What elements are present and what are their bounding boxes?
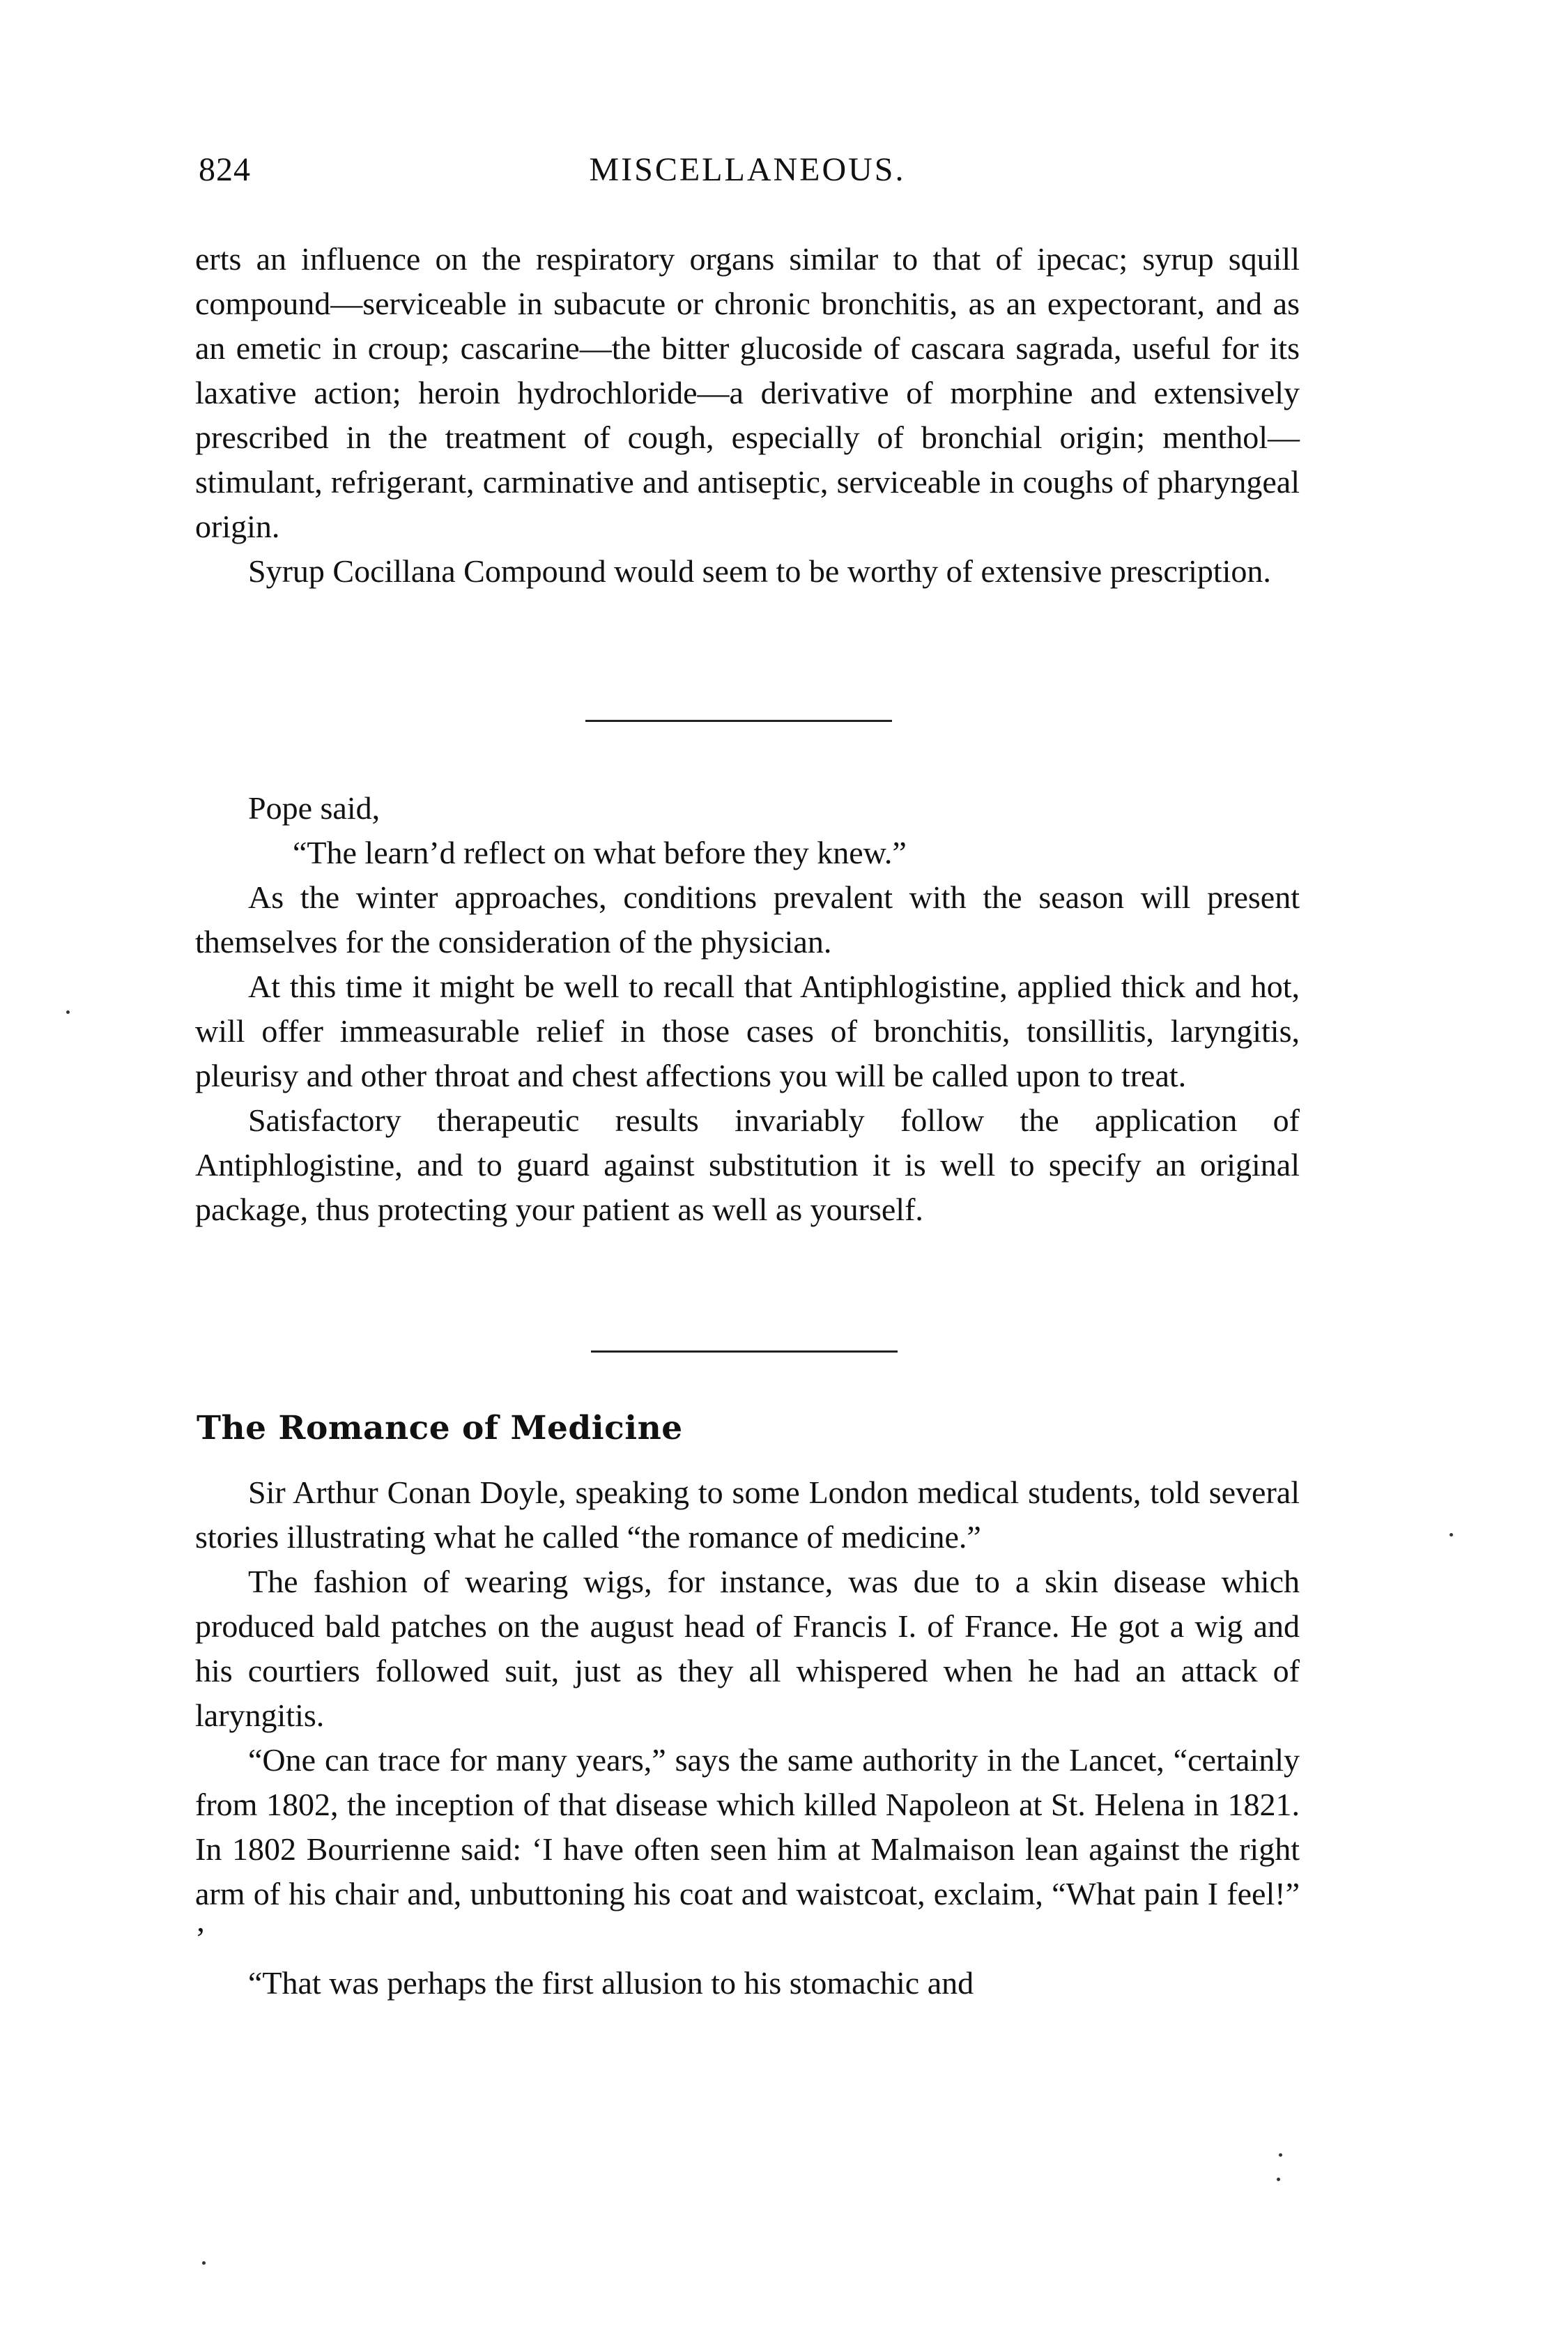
paragraph: Sir Arthur Conan Doyle, speaking to some London medical students, told several stories illustrating what he called “the romance of medicine.” <box>195 1475 1300 1555</box>
paragraph: erts an influence on the respiratory organs similar to that of ipecac; syrup squill compound—serviceable in subacute or chronic bronchitis, as an expectorant, and as an emetic in croup; cascarine—the bitter glucoside of cascara sagrada, useful for its laxative action; heroin hydrochloride—a derivative of morphine and extensively prescribed in the treatment of cough, especially of bronchial origin; menthol—stimulant, refrigerant, carminative and antiseptic, serviceable in coughs of pharyngeal origin. <box>195 241 1300 544</box>
scan-speck <box>1277 2178 1280 2181</box>
romance-section <box>195 1470 1300 2006</box>
paragraph: “That was perhaps the first allusion to his stomachic and <box>248 1965 974 2001</box>
scan-speck <box>66 1010 70 1014</box>
scan-speck <box>1279 2153 1282 2157</box>
quote-intro: Pope said, <box>248 790 381 826</box>
paragraph: As the winter approaches, conditions prevalent with the season will present themselves for the consideration of the physician. <box>195 879 1300 960</box>
scan-speck <box>1450 1533 1453 1537</box>
paragraph: At this time it might be well to recall that Antiphlogistine, applied thick and hot, will offer immeasurable relief in those cases of bronchitis, tonsillitis, laryngitis, pleurisy and other throat and chest affections you will be called upon to treat. <box>195 969 1300 1093</box>
antiphlogistine-section <box>195 786 1300 1232</box>
scan-speck <box>202 2261 206 2265</box>
page-number: 824 <box>199 151 251 188</box>
section-divider <box>585 720 892 722</box>
running-title: MISCELLANEOUS. <box>589 151 906 188</box>
paragraph: Syrup Cocillana Compound would seem to be worthy of extensive prescription. <box>248 553 1271 589</box>
paragraph: “One can trace for many years,” says the same authority in the Lancet, “certainly from 1802, the inception of that disease which killed Napoleon at St. Helena in 1821. In 1802 Bourrienne said: ‘I have often seen him at Malmaison lean against the right arm of his chair and, unbuttoning his coat and waistcoat, exclaim, “What pain I feel!” ’ <box>195 1742 1300 1956</box>
section-divider <box>591 1350 898 1353</box>
paragraph: The fashion of wearing wigs, for instance, was due to a skin disease which produced bald patches on the august head of Francis I. of France. He got a wig and his courtiers followed suit, just as they all whispered when he had an attack of laryngitis. <box>195 1564 1300 1733</box>
pope-quote: “The learn’d reflect on what before they knew.” <box>293 835 907 870</box>
cocillana-section <box>195 237 1300 594</box>
page-header <box>199 151 1296 199</box>
paragraph: Satisfactory therapeutic results invariably follow the application of Antiphlogistine, and to guard against substitution it is well to specify an original package, thus protecting your patient as well as yourself. <box>195 1102 1300 1227</box>
section-heading: The Romance of Medicine <box>197 1409 683 1447</box>
